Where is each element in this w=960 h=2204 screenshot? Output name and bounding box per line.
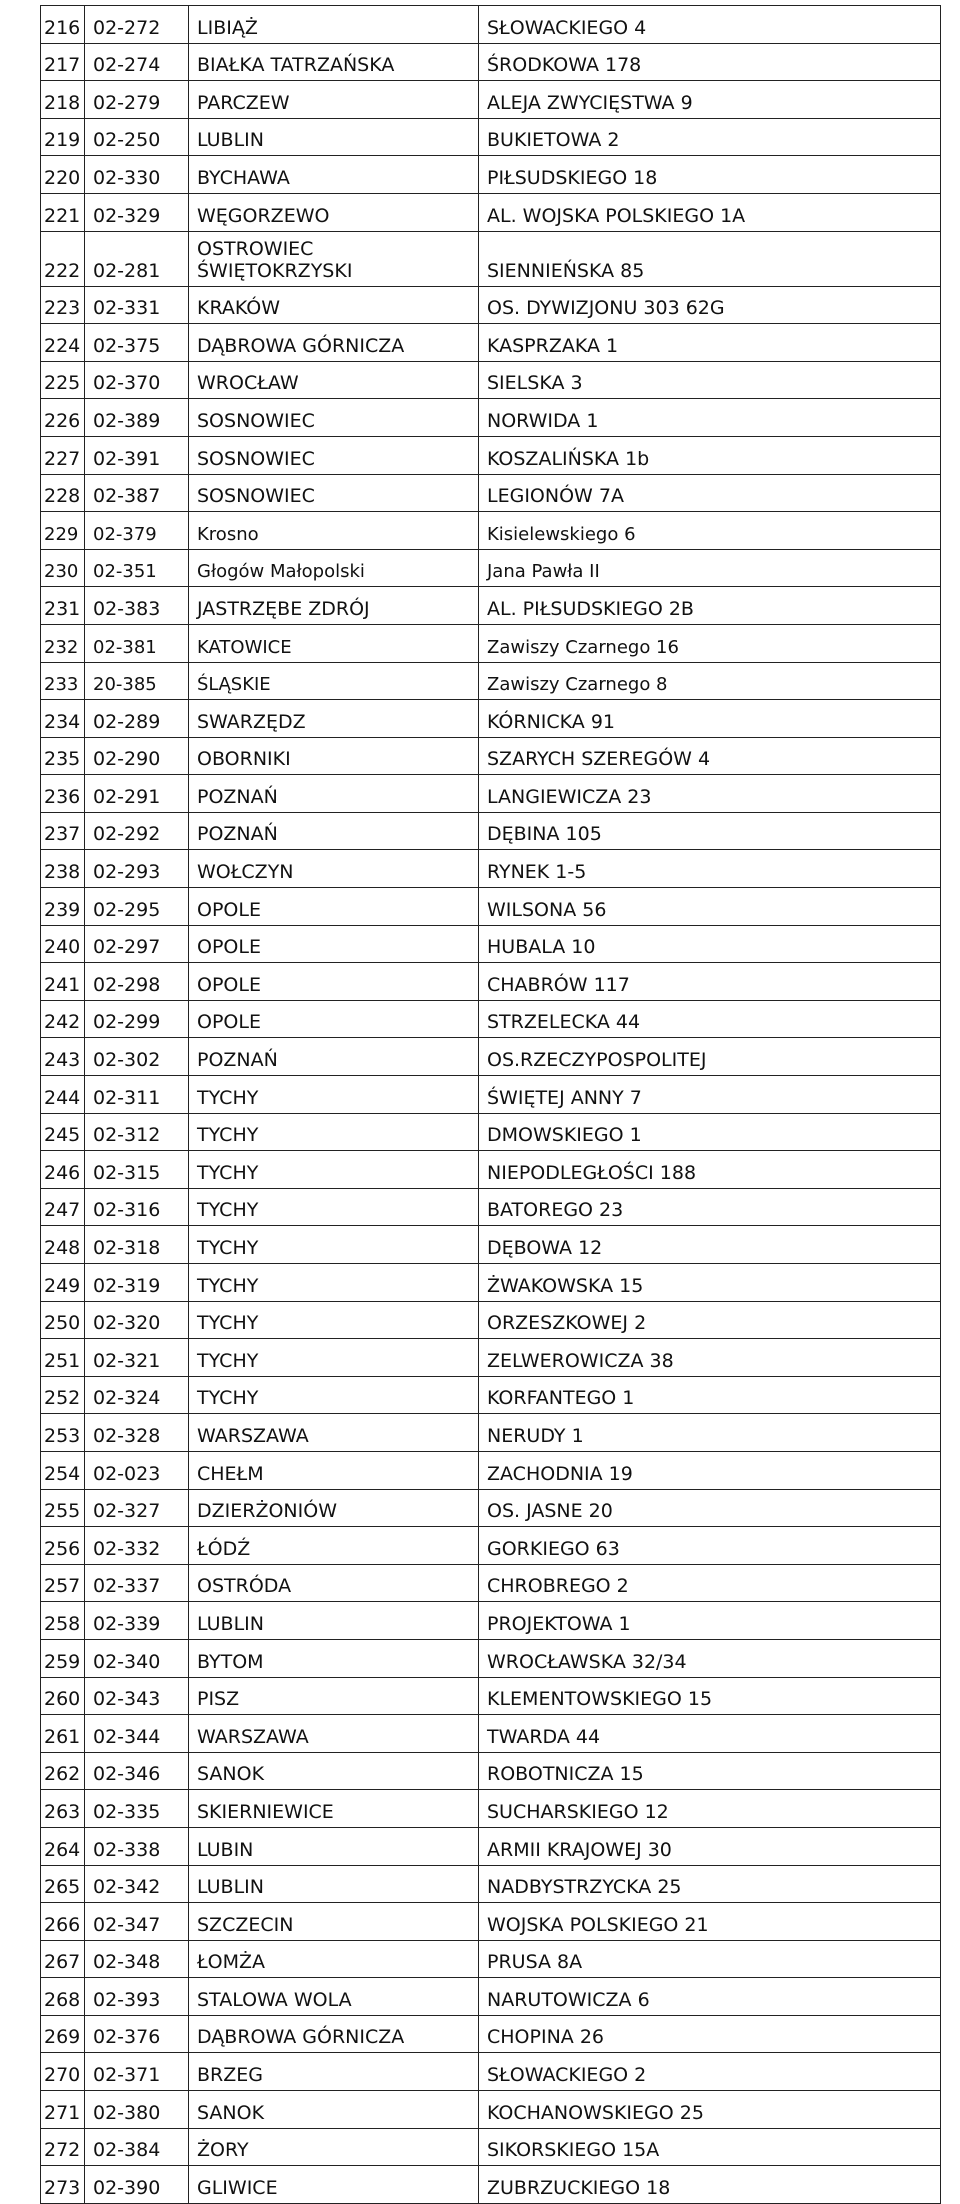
code-cell: 02-297 [85, 925, 189, 963]
locations-table [40, 5, 941, 2204]
address-cell: SZARYCH SZEREGÓW 4 [479, 737, 941, 775]
code-cell: 02-393 [85, 1978, 189, 2016]
city-cell: OPOLE [189, 963, 479, 1001]
row-number-cell: 265 [41, 1865, 85, 1903]
table-row [41, 963, 941, 1001]
table-row [41, 1940, 941, 1978]
address-cell: RYNEK 1-5 [479, 850, 941, 888]
city-cell: LUBLIN [189, 1865, 479, 1903]
table-row [41, 1188, 941, 1226]
address-cell: AL. PIŁSUDSKIEGO 2B [479, 587, 941, 625]
city-cell: CHEŁM [189, 1451, 479, 1489]
table-row [41, 156, 941, 194]
code-cell: 02-320 [85, 1301, 189, 1339]
code-cell: 02-295 [85, 888, 189, 926]
city-cell: SANOK [189, 2091, 479, 2129]
code-cell: 02-321 [85, 1339, 189, 1377]
city-cell: TYCHY [189, 1151, 479, 1189]
city-cell: TYCHY [189, 1076, 479, 1114]
code-cell: 02-324 [85, 1376, 189, 1414]
address-cell: ZUBRZUCKIEGO 18 [479, 2166, 941, 2204]
code-cell: 02-346 [85, 1752, 189, 1790]
table-row [41, 812, 941, 850]
row-number-cell: 258 [41, 1602, 85, 1640]
row-number-cell: 255 [41, 1489, 85, 1527]
table-row [41, 324, 941, 362]
table-row [41, 81, 941, 119]
row-number-cell: 251 [41, 1339, 85, 1377]
address-cell: ŚWIĘTEJ ANNY 7 [479, 1076, 941, 1114]
address-cell: NIEPODLEGŁOŚCI 188 [479, 1151, 941, 1189]
code-cell: 02-316 [85, 1188, 189, 1226]
row-number-cell: 234 [41, 700, 85, 738]
city-cell: PISZ [189, 1677, 479, 1715]
table-row [41, 1151, 941, 1189]
address-cell: KOSZALIŃSKA 1b [479, 436, 941, 474]
code-cell: 02-376 [85, 2015, 189, 2053]
code-cell: 02-339 [85, 1602, 189, 1640]
table-row [41, 361, 941, 399]
city-cell: OPOLE [189, 1000, 479, 1038]
table-row [41, 925, 941, 963]
table-row [41, 549, 941, 587]
address-cell: CHROBREGO 2 [479, 1564, 941, 1602]
row-number-cell: 248 [41, 1226, 85, 1264]
document-page [40, 5, 940, 2204]
code-cell: 02-319 [85, 1264, 189, 1302]
row-number-cell: 223 [41, 286, 85, 324]
address-cell: SIKORSKIEGO 15A [479, 2128, 941, 2166]
city-cell: SOSNOWIEC [189, 399, 479, 437]
table-row [41, 2091, 941, 2129]
code-cell: 02-298 [85, 963, 189, 1001]
city-cell: TYCHY [189, 1301, 479, 1339]
code-cell: 02-281 [85, 231, 189, 286]
address-cell: Jana Pawła II [479, 549, 941, 587]
city-cell: BIAŁKA TATRZAŃSKA [189, 43, 479, 81]
address-cell: DĘBOWA 12 [479, 1226, 941, 1264]
address-cell: SIENNIEŃSKA 85 [479, 231, 941, 286]
code-cell: 02-302 [85, 1038, 189, 1076]
city-cell: LUBIN [189, 1827, 479, 1865]
city-cell: OPOLE [189, 888, 479, 926]
address-cell: GORKIEGO 63 [479, 1527, 941, 1565]
row-number-cell: 259 [41, 1639, 85, 1677]
address-cell: PROJEKTOWA 1 [479, 1602, 941, 1640]
city-cell: SANOK [189, 1752, 479, 1790]
table-row [41, 2128, 941, 2166]
table-row [41, 1076, 941, 1114]
table-row [41, 1602, 941, 1640]
row-number-cell: 225 [41, 361, 85, 399]
code-cell: 02-338 [85, 1827, 189, 1865]
row-number-cell: 272 [41, 2128, 85, 2166]
row-number-cell: 229 [41, 512, 85, 550]
row-number-cell: 218 [41, 81, 85, 119]
table-row [41, 700, 941, 738]
code-cell: 02-389 [85, 399, 189, 437]
row-number-cell: 232 [41, 624, 85, 662]
city-cell: STALOWA WOLA [189, 1978, 479, 2016]
address-cell: KÓRNICKA 91 [479, 700, 941, 738]
address-cell: LANGIEWICZA 23 [479, 775, 941, 813]
table-row [41, 1451, 941, 1489]
table-row [41, 2166, 941, 2204]
table-row [41, 512, 941, 550]
city-cell: POZNAŃ [189, 1038, 479, 1076]
address-cell: BUKIETOWA 2 [479, 118, 941, 156]
city-cell: WARSZAWA [189, 1715, 479, 1753]
city-cell: SKIERNIEWICE [189, 1790, 479, 1828]
city-cell: BYTOM [189, 1639, 479, 1677]
table-row [41, 1715, 941, 1753]
table-row [41, 231, 941, 286]
code-cell: 02-318 [85, 1226, 189, 1264]
city-cell: SOSNOWIEC [189, 436, 479, 474]
address-cell: KOCHANOWSKIEGO 25 [479, 2091, 941, 2129]
table-row [41, 587, 941, 625]
code-cell: 02-390 [85, 2166, 189, 2204]
table-row [41, 2053, 941, 2091]
code-cell: 02-315 [85, 1151, 189, 1189]
row-number-cell: 237 [41, 812, 85, 850]
code-cell: 02-331 [85, 286, 189, 324]
row-number-cell: 247 [41, 1188, 85, 1226]
address-cell: KORFANTEGO 1 [479, 1376, 941, 1414]
city-cell: TYCHY [189, 1339, 479, 1377]
code-cell: 02-250 [85, 118, 189, 156]
city-cell: JASTRZĘBE ZDRÓJ [189, 587, 479, 625]
table-row [41, 1752, 941, 1790]
row-number-cell: 219 [41, 118, 85, 156]
address-cell: ŚRODKOWA 178 [479, 43, 941, 81]
code-cell: 02-380 [85, 2091, 189, 2129]
address-cell: CHABRÓW 117 [479, 963, 941, 1001]
city-cell: TYCHY [189, 1113, 479, 1151]
code-cell: 02-370 [85, 361, 189, 399]
row-number-cell: 242 [41, 1000, 85, 1038]
city-cell: TYCHY [189, 1376, 479, 1414]
city-cell: LUBLIN [189, 1602, 479, 1640]
row-number-cell: 268 [41, 1978, 85, 2016]
address-cell: KASPRZAKA 1 [479, 324, 941, 362]
code-cell: 02-274 [85, 43, 189, 81]
address-cell: DMOWSKIEGO 1 [479, 1113, 941, 1151]
city-cell: BRZEG [189, 2053, 479, 2091]
row-number-cell: 257 [41, 1564, 85, 1602]
row-number-cell: 246 [41, 1151, 85, 1189]
city-cell: ŚLĄSKIE [189, 662, 479, 700]
city-cell: POZNAŃ [189, 812, 479, 850]
code-cell: 02-327 [85, 1489, 189, 1527]
city-cell: KATOWICE [189, 624, 479, 662]
address-cell: SUCHARSKIEGO 12 [479, 1790, 941, 1828]
city-cell: KRAKÓW [189, 286, 479, 324]
row-number-cell: 227 [41, 436, 85, 474]
table-row [41, 1264, 941, 1302]
row-number-cell: 262 [41, 1752, 85, 1790]
row-number-cell: 266 [41, 1903, 85, 1941]
city-cell: DZIERŻONIÓW [189, 1489, 479, 1527]
row-number-cell: 260 [41, 1677, 85, 1715]
code-cell: 02-371 [85, 2053, 189, 2091]
table-row [41, 1038, 941, 1076]
code-cell: 02-387 [85, 474, 189, 512]
address-cell: ROBOTNICZA 15 [479, 1752, 941, 1790]
code-cell: 02-312 [85, 1113, 189, 1151]
address-cell: CHOPINA 26 [479, 2015, 941, 2053]
table-row [41, 775, 941, 813]
code-cell: 02-290 [85, 737, 189, 775]
table-row [41, 1564, 941, 1602]
address-cell: Zawiszy Czarnego 8 [479, 662, 941, 700]
code-cell: 02-335 [85, 1790, 189, 1828]
row-number-cell: 221 [41, 193, 85, 231]
city-cell: LUBLIN [189, 118, 479, 156]
city-cell: SZCZECIN [189, 1903, 479, 1941]
city-cell: OBORNIKI [189, 737, 479, 775]
row-number-cell: 228 [41, 474, 85, 512]
table-row [41, 1865, 941, 1903]
table-row [41, 1226, 941, 1264]
code-cell: 02-379 [85, 512, 189, 550]
row-number-cell: 269 [41, 2015, 85, 2053]
code-cell: 02-343 [85, 1677, 189, 1715]
city-cell: ŻORY [189, 2128, 479, 2166]
address-cell: OS. JASNE 20 [479, 1489, 941, 1527]
row-number-cell: 270 [41, 2053, 85, 2091]
city-cell: WARSZAWA [189, 1414, 479, 1452]
city-cell: TYCHY [189, 1188, 479, 1226]
city-cell: WROCŁAW [189, 361, 479, 399]
code-cell: 02-311 [85, 1076, 189, 1114]
address-cell: SŁOWACKIEGO 4 [479, 6, 941, 44]
code-cell: 02-023 [85, 1451, 189, 1489]
address-cell: ORZESZKOWEJ 2 [479, 1301, 941, 1339]
table-row [41, 850, 941, 888]
address-cell: TWARDA 44 [479, 1715, 941, 1753]
address-cell: SIELSKA 3 [479, 361, 941, 399]
city-cell: GLIWICE [189, 2166, 479, 2204]
row-number-cell: 243 [41, 1038, 85, 1076]
table-row [41, 1527, 941, 1565]
city-cell: TYCHY [189, 1264, 479, 1302]
row-number-cell: 235 [41, 737, 85, 775]
city-cell: OSTRÓDA [189, 1564, 479, 1602]
code-cell: 02-291 [85, 775, 189, 813]
row-number-cell: 245 [41, 1113, 85, 1151]
code-cell: 02-340 [85, 1639, 189, 1677]
city-cell: POZNAŃ [189, 775, 479, 813]
row-number-cell: 267 [41, 1940, 85, 1978]
row-number-cell: 231 [41, 587, 85, 625]
city-cell: BYCHAWA [189, 156, 479, 194]
row-number-cell: 233 [41, 662, 85, 700]
table-row [41, 193, 941, 231]
city-cell: Głogów Małopolski [189, 549, 479, 587]
row-number-cell: 254 [41, 1451, 85, 1489]
row-number-cell: 261 [41, 1715, 85, 1753]
row-number-cell: 256 [41, 1527, 85, 1565]
address-cell: WILSONA 56 [479, 888, 941, 926]
row-number-cell: 252 [41, 1376, 85, 1414]
address-cell: NERUDY 1 [479, 1414, 941, 1452]
code-cell: 20-385 [85, 662, 189, 700]
table-row [41, 1000, 941, 1038]
row-number-cell: 220 [41, 156, 85, 194]
city-cell: TYCHY [189, 1226, 479, 1264]
table-row [41, 888, 941, 926]
row-number-cell: 253 [41, 1414, 85, 1452]
code-cell: 02-344 [85, 1715, 189, 1753]
address-cell: NARUTOWICZA 6 [479, 1978, 941, 2016]
city-cell: SWARZĘDZ [189, 700, 479, 738]
row-number-cell: 241 [41, 963, 85, 1001]
city-cell: WOŁCZYN [189, 850, 479, 888]
table-row [41, 286, 941, 324]
row-number-cell: 250 [41, 1301, 85, 1339]
city-cell: Krosno [189, 512, 479, 550]
address-cell: Zawiszy Czarnego 16 [479, 624, 941, 662]
table-row [41, 1677, 941, 1715]
address-cell: LEGIONÓW 7A [479, 474, 941, 512]
code-cell: 02-292 [85, 812, 189, 850]
address-cell: ALEJA ZWYCIĘSTWA 9 [479, 81, 941, 119]
address-cell: AL. WOJSKA POLSKIEGO 1A [479, 193, 941, 231]
address-cell: ARMII KRAJOWEJ 30 [479, 1827, 941, 1865]
table-row [41, 662, 941, 700]
code-cell: 02-279 [85, 81, 189, 119]
code-cell: 02-289 [85, 700, 189, 738]
table-row [41, 624, 941, 662]
city-cell: ŁOMŻA [189, 1940, 479, 1978]
address-cell: NORWIDA 1 [479, 399, 941, 437]
code-cell: 02-332 [85, 1527, 189, 1565]
address-cell: ZELWEROWICZA 38 [479, 1339, 941, 1377]
table-row [41, 1489, 941, 1527]
row-number-cell: 249 [41, 1264, 85, 1302]
address-cell: Kisielewskiego 6 [479, 512, 941, 550]
table-row [41, 6, 941, 44]
row-number-cell: 224 [41, 324, 85, 362]
row-number-cell: 271 [41, 2091, 85, 2129]
table-row [41, 1903, 941, 1941]
table-row [41, 1639, 941, 1677]
table-row [41, 1827, 941, 1865]
code-cell: 02-391 [85, 436, 189, 474]
code-cell: 02-337 [85, 1564, 189, 1602]
code-cell: 02-272 [85, 6, 189, 44]
row-number-cell: 273 [41, 2166, 85, 2204]
row-number-cell: 226 [41, 399, 85, 437]
table-row [41, 1339, 941, 1377]
code-cell: 02-342 [85, 1865, 189, 1903]
address-cell: WROCŁAWSKA 32/34 [479, 1639, 941, 1677]
table-row [41, 1301, 941, 1339]
code-cell: 02-351 [85, 549, 189, 587]
address-cell: SŁOWACKIEGO 2 [479, 2053, 941, 2091]
row-number-cell: 222 [41, 231, 85, 286]
row-number-cell: 263 [41, 1790, 85, 1828]
city-cell: PARCZEW [189, 81, 479, 119]
address-cell: ŻWAKOWSKA 15 [479, 1264, 941, 1302]
code-cell: 02-299 [85, 1000, 189, 1038]
address-cell: WOJSKA POLSKIEGO 21 [479, 1903, 941, 1941]
code-cell: 02-347 [85, 1903, 189, 1941]
table-row [41, 1414, 941, 1452]
address-cell: BATOREGO 23 [479, 1188, 941, 1226]
code-cell: 02-328 [85, 1414, 189, 1452]
row-number-cell: 230 [41, 549, 85, 587]
city-cell: SOSNOWIEC [189, 474, 479, 512]
table-row [41, 118, 941, 156]
table-row [41, 474, 941, 512]
table-body [41, 6, 941, 2204]
address-cell: ZACHODNIA 19 [479, 1451, 941, 1489]
city-cell: OSTROWIEC ŚWIĘTOKRZYSKI [189, 231, 479, 286]
code-cell: 02-383 [85, 587, 189, 625]
address-cell: HUBALA 10 [479, 925, 941, 963]
address-cell: PIŁSUDSKIEGO 18 [479, 156, 941, 194]
table-row [41, 399, 941, 437]
code-cell: 02-330 [85, 156, 189, 194]
address-cell: DĘBINA 105 [479, 812, 941, 850]
row-number-cell: 244 [41, 1076, 85, 1114]
row-number-cell: 239 [41, 888, 85, 926]
row-number-cell: 216 [41, 6, 85, 44]
code-cell: 02-381 [85, 624, 189, 662]
table-row [41, 1376, 941, 1414]
row-number-cell: 240 [41, 925, 85, 963]
code-cell: 02-293 [85, 850, 189, 888]
row-number-cell: 217 [41, 43, 85, 81]
table-row [41, 43, 941, 81]
address-cell: STRZELECKA 44 [479, 1000, 941, 1038]
table-row [41, 1790, 941, 1828]
table-row [41, 2015, 941, 2053]
table-row [41, 1113, 941, 1151]
code-cell: 02-329 [85, 193, 189, 231]
address-cell: OS.RZECZYPOSPOLITEJ [479, 1038, 941, 1076]
city-cell: LIBIĄŻ [189, 6, 479, 44]
city-cell: OPOLE [189, 925, 479, 963]
city-cell: ŁÓDŹ [189, 1527, 479, 1565]
table-row [41, 737, 941, 775]
row-number-cell: 236 [41, 775, 85, 813]
city-cell: DĄBROWA GÓRNICZA [189, 324, 479, 362]
city-cell: WĘGORZEWO [189, 193, 479, 231]
code-cell: 02-384 [85, 2128, 189, 2166]
address-cell: PRUSA 8A [479, 1940, 941, 1978]
code-cell: 02-348 [85, 1940, 189, 1978]
row-number-cell: 264 [41, 1827, 85, 1865]
address-cell: KLEMENTOWSKIEGO 15 [479, 1677, 941, 1715]
row-number-cell: 238 [41, 850, 85, 888]
city-cell: DĄBROWA GÓRNICZA [189, 2015, 479, 2053]
address-cell: NADBYSTRZYCKA 25 [479, 1865, 941, 1903]
table-row [41, 1978, 941, 2016]
address-cell: OS. DYWIZJONU 303 62G [479, 286, 941, 324]
table-row [41, 436, 941, 474]
code-cell: 02-375 [85, 324, 189, 362]
